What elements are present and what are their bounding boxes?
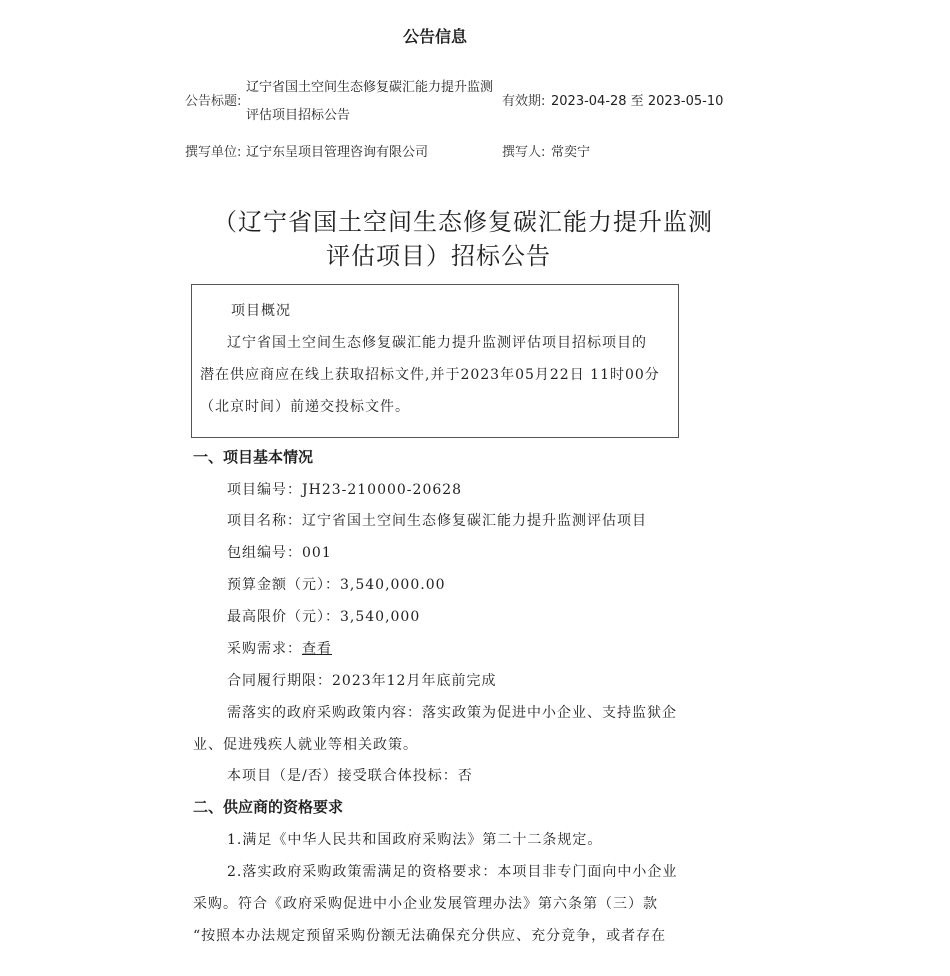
unit-value: 辽宁东呈项目管理咨询有限公司 [246, 145, 429, 160]
section-1-heading: 一、项目基本情况 [193, 448, 314, 466]
procurement-demand [227, 638, 332, 658]
consortium-bid: 本项目（是/否）接受联合体投标：否 [227, 768, 473, 784]
view-demand-link[interactable]: 查看 [302, 641, 332, 657]
validity-value: 2023-04-28 至 2023-05-10 [551, 94, 724, 109]
document-heading-line-2: 评估项目）招标公告 [326, 242, 551, 270]
unit-label: 撰写单位: [185, 145, 242, 160]
package-number: 包组编号：001 [227, 545, 332, 561]
section-2-heading: 二、供应商的资格要求 [193, 798, 344, 816]
overview-line-1: 辽宁省国土空间生态修复碳汇能力提升监测评估项目招标项目的 [227, 335, 647, 351]
validity-label: 有效期: [502, 94, 546, 109]
project-name: 项目名称：辽宁省国土空间生态修复碳汇能力提升监测评估项目 [227, 513, 647, 529]
procurement-demand-label: 采购需求： [227, 641, 302, 657]
overview-line-2: 潜在供应商应在线上获取招标文件,并于2023年05月22日 11时00分 [200, 367, 660, 383]
qualification-item-2-line-3: “按照本办法规定预留采购份额无法确保充分供应、充分竞争，或者存在 [193, 928, 667, 944]
qualification-item-2-line-2: 采购。符合《政府采购促进中小企业发展管理办法》第六条第（三）款 [193, 896, 658, 912]
policy-line-1: 需落实的政府采购政策内容：落实政策为促进中小企业、支持监狱企 [227, 705, 677, 721]
qualification-item-2-line-1: 2.落实政府采购政策需满足的资格要求：本项目非专门面向中小企业 [227, 864, 678, 880]
page-title: 公告信息 [402, 27, 467, 46]
qualification-item-1: 1.满足《中华人民共和国政府采购法》第二十二条规定。 [227, 832, 603, 848]
author-label: 撰写人: [502, 145, 546, 160]
contract-period: 合同履行期限：2023年12月年底前完成 [227, 673, 497, 689]
policy-line-2: 业、促进残疾人就业等相关政策。 [193, 737, 418, 753]
project-number: 项目编号：JH23-210000-20628 [227, 482, 463, 498]
subject-value-line-2: 评估项目招标公告 [246, 108, 351, 123]
max-price: 最高限价（元）：3,540,000 [227, 609, 421, 625]
overview-line-3: （北京时间）前递交投标文件。 [200, 399, 410, 415]
subject-label: 公告标题: [185, 94, 242, 109]
budget-amount: 预算金额（元）：3,540,000.00 [227, 577, 446, 593]
document-heading-line-1: （辽宁省国土空间生态修复碳汇能力提升监测 [213, 208, 713, 236]
subject-value-line-1: 辽宁省国土空间生态修复碳汇能力提升监测 [246, 80, 494, 95]
author-value: 常奕宁 [551, 145, 591, 160]
overview-title: 项目概况 [231, 303, 291, 319]
